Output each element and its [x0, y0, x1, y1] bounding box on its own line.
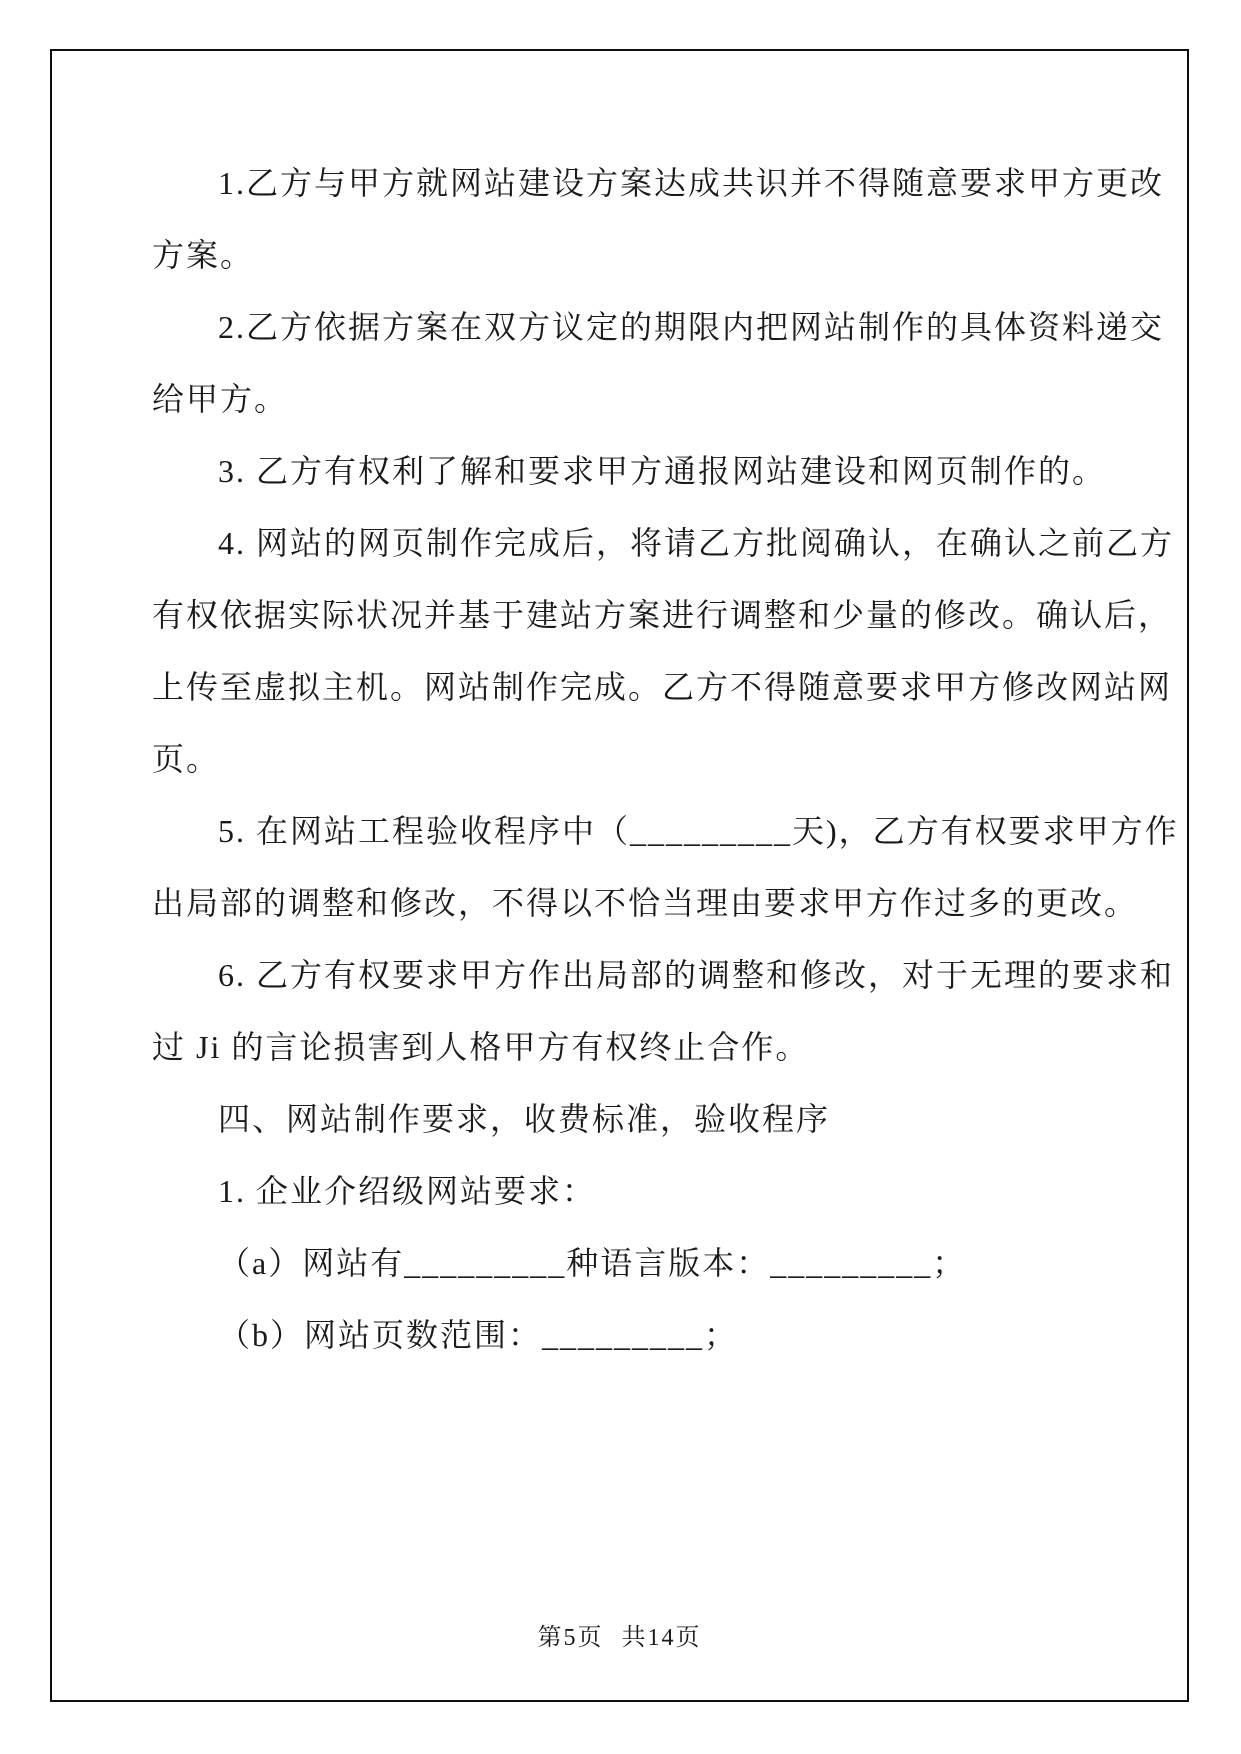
text-line: 4. 网站的网页制作完成后，将请乙方批阅确认，在确认之前乙方: [218, 525, 1175, 561]
text-line: 有权依据实际状况并基于建站方案进行调整和少量的修改。确认后，: [152, 597, 1173, 633]
text-line: 5. 在网站工程验收程序中（_________天)，乙方有权要求甲方作: [218, 813, 1179, 849]
text-line: （a）网站有_________种语言版本：_________；: [218, 1245, 967, 1281]
page-border-frame: [50, 49, 1189, 1702]
page-number-current: 第5页: [537, 1625, 604, 1651]
page-footer: [52, 1623, 1187, 1653]
text-line: 过 Ji 的言论损害到人格甲方有权终止合作。: [152, 1029, 810, 1065]
contract-body: [152, 147, 1179, 1371]
text-line: 1.乙方与甲方就网站建设方案达成共识并不得随意要求甲方更改: [218, 165, 1165, 201]
text-line: 上传至虚拟主机。网站制作完成。乙方不得随意要求甲方修改网站网: [152, 669, 1173, 705]
text-line: 出局部的调整和修改，不得以不恰当理由要求甲方作过多的更改。: [152, 885, 1139, 921]
text-line: （b）网站页数范围：_________；: [218, 1317, 739, 1353]
text-line: 页。: [152, 741, 221, 777]
text-line: 四、网站制作要求，收费标准，验收程序: [218, 1101, 831, 1137]
text-line: 3. 乙方有权利了解和要求甲方通报网站建设和网页制作的。: [218, 453, 1107, 489]
text-line: 方案。: [152, 237, 255, 273]
text-line: 6. 乙方有权要求甲方作出局部的调整和修改，对于无理的要求和: [218, 957, 1175, 993]
text-line: 1. 企业介绍级网站要求：: [218, 1173, 597, 1209]
page-number-total: 共14页: [621, 1625, 702, 1651]
text-line: 给甲方。: [152, 381, 289, 417]
text-line: 2.乙方依据方案在双方议定的期限内把网站制作的具体资料递交: [218, 309, 1165, 345]
